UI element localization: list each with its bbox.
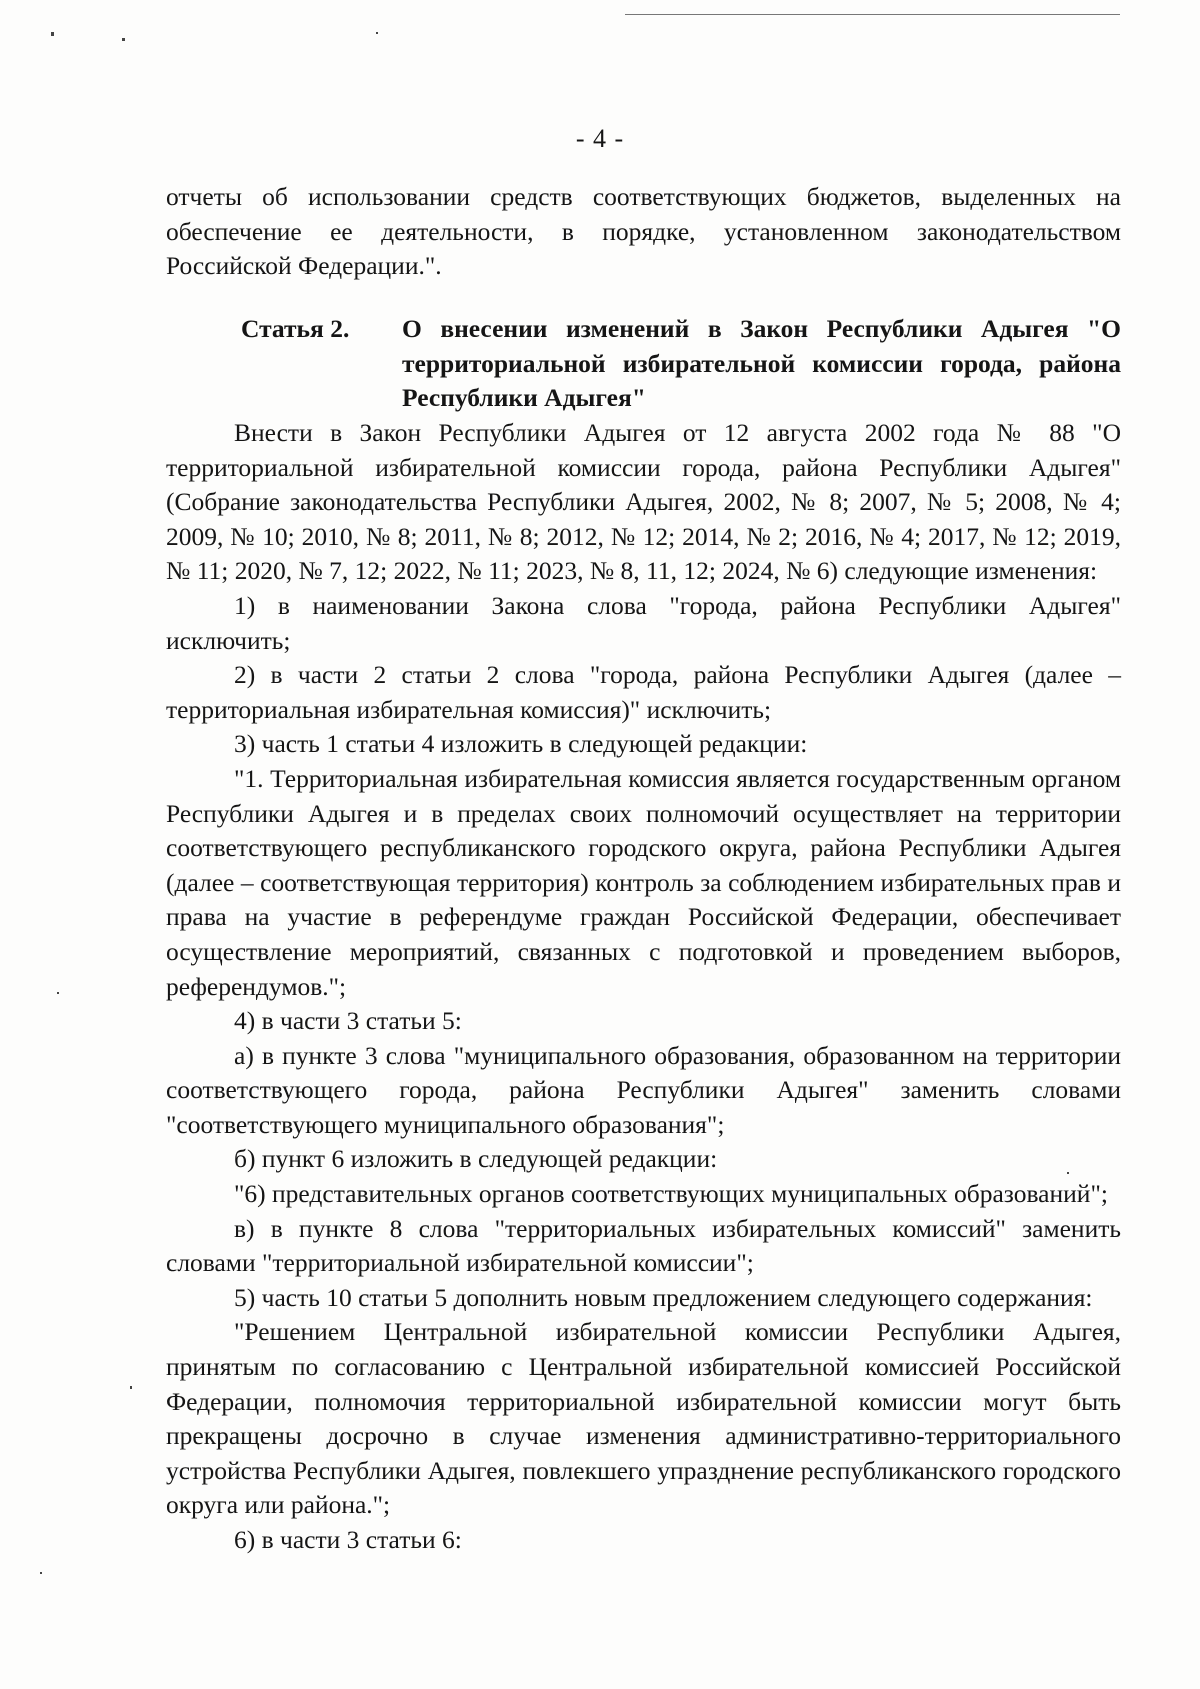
article-paragraph: 3) часть 1 статьи 4 изложить в следующей редакции: — [234, 729, 808, 759]
article-paragraph: а) в пункте 3 слова "муниципального образования, образованном на территории соответствующего города, района Республики Адыгея" заменить словами "соответствующего муниципального образования"; — [166, 1040, 1121, 1139]
article-paragraph: 5) часть 10 статьи 5 дополнить новым предложением следующего содержания: — [234, 1282, 1093, 1312]
scan-header-rule — [625, 14, 1120, 15]
article-label: Статья 2. — [241, 314, 350, 343]
scan-speck — [57, 992, 59, 994]
article-paragraph: "6) представительных органов соответствующих муниципальных образований"; — [234, 1179, 1108, 1209]
article-paragraph: 1) в наименовании Закона слова "города, района Республики Адыгея" исключить; — [166, 590, 1121, 655]
intro-text — [166, 180, 1121, 284]
article-paragraph: "Решением Центральной избирательной комиссии Республики Адыгея, принятым по согласованию с Центральной избирательной комиссией Российской Федерации, полномочия территориальной избирательной комиссии могут быть прекращены досрочно в случае изменения административно-территориального устройства Республики Адыгея, повлекшего упразднение республиканского городского округа или района."; — [166, 1317, 1121, 1520]
scan-speck — [51, 32, 54, 36]
scan-speck — [376, 32, 378, 34]
article-paragraph: 2) в части 2 статьи 2 слова "города, района Республики Адыгея (далее – территориальная избирательная комиссия)" исключить; — [166, 660, 1121, 724]
page-number: - 4 - — [575, 124, 625, 153]
article-body — [166, 416, 1121, 1558]
article-paragraph: б) пункт 6 изложить в следующей редакции: — [234, 1144, 718, 1174]
article-paragraph: в) в пункте 8 слова "территориальных избирательных комиссий" заменить словами "территориальной избирательной комиссии"; — [166, 1213, 1121, 1278]
article-paragraph: 6) в части 3 статьи 6: — [234, 1525, 462, 1554]
article-title: О внесении изменений в Закон Республики Адыгея "О территориальной избирательной комиссии города, района Республики Адыгея" — [402, 314, 1121, 413]
scan-speck — [1067, 1172, 1069, 1174]
article-paragraph: 4) в части 3 статьи 5: — [234, 1006, 462, 1036]
scan-speck — [130, 1386, 132, 1389]
intro-paragraph: отчеты об использовании средств соответствующих бюджетов, выделенных на обеспечение ее деятельности, в порядке, установленном законодательством Российской Федерации.". — [166, 182, 1121, 281]
scan-speck — [40, 1572, 42, 1574]
article-paragraph: "1. Территориальная избирательная комиссия является государственным органом Республики Адыгея и в пределах своих полномочий осуществляет на территории соответствующего республиканского городского округа, района Республики Адыгея (далее – соответствующая территория) контроль за соблюдением избирательных прав и права на участие в референдуме граждан Российской Федерации, обеспечивает осуществление мероприятий, связанных с подготовкой и проведением выборов, референдумов."; — [166, 763, 1121, 1001]
article-paragraph: Внести в Закон Республики Адыгея от 12 августа 2002 года № 88 "О территориальной избирательной комиссии города, района Республики Адыгея" (Собрание законодательства Республики Адыгея, 2002, № 8; 2007, № 5; 2008, № 4; 2009, № 10; 2010, № 8; 2011, № 8; 2012, № 12; 2014, № 2; 2016, № 4; 2017, № 12; 2019, № 11; 2020, № 7, 12; 2022, № 11; 2023, № 8, 11, 12; 2024, № 6) следующие изменения: — [166, 418, 1121, 586]
scan-speck — [122, 38, 125, 41]
